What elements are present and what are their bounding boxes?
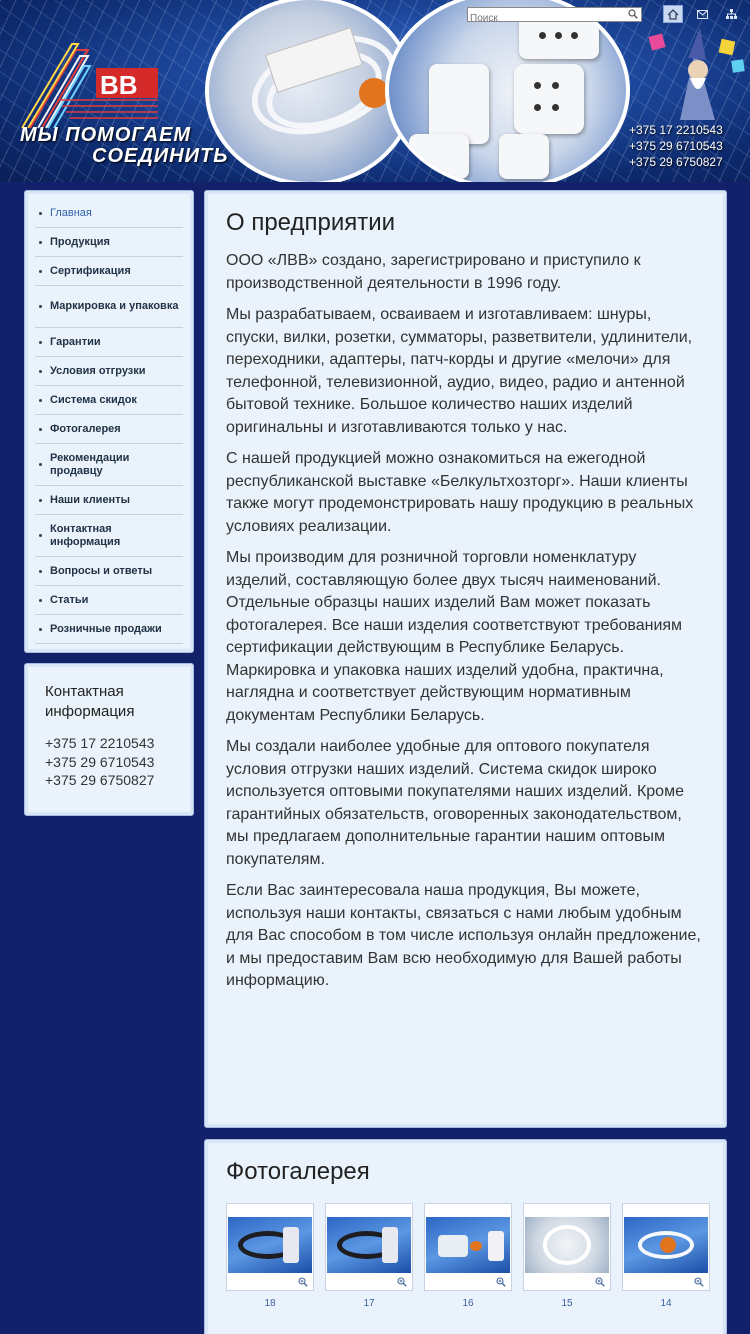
gallery-thumbnail[interactable] — [523, 1203, 611, 1291]
sidebar-item-label: Условия отгрузки — [50, 364, 146, 377]
sidebar-item[interactable] — [35, 257, 183, 286]
bullet-icon — [39, 428, 42, 431]
bullet-icon — [39, 305, 42, 308]
mail-icon[interactable] — [692, 5, 712, 23]
header-phone[interactable]: +375 29 6750827 — [629, 155, 723, 169]
contact-phone[interactable]: +375 17 2210543 — [45, 735, 155, 751]
banner-photo-sockets — [385, 0, 630, 182]
sidebar-item[interactable] — [35, 486, 183, 515]
sidebar-item[interactable] — [35, 444, 183, 486]
gallery-item-label[interactable]: 16 — [462, 1298, 474, 1309]
about-paragraph: С нашей продукцией можно ознакомиться на ежегодной республиканской выставке «Белкультхозторг». Наши клиенты также могут продемонстрировать нашу продукцию в реальных условиях реализации. — [226, 450, 694, 535]
gallery-item-label[interactable]: 15 — [561, 1298, 573, 1309]
slogan — [20, 124, 228, 168]
contact-phone[interactable]: +375 29 6710543 — [45, 753, 155, 770]
bullet-icon — [39, 341, 42, 344]
product-photo[interactable] — [228, 1217, 312, 1273]
search-box[interactable] — [467, 7, 642, 22]
gallery-item[interactable] — [325, 1203, 413, 1309]
bullet-icon — [39, 212, 42, 215]
gallery-item-label[interactable]: 14 — [660, 1298, 672, 1309]
zoom-icon[interactable] — [694, 1277, 704, 1287]
svg-text:ВВ: ВВ — [100, 70, 138, 100]
about-paragraph: Мы создали наиболее удобные для оптового покупателя условия отгрузки наших изделий. Система скидок широко используется оптовыми покупателями наших изделий. Кроме гарантийных обязательств, оговоренных законодательством, мы предлагаем дополнительные гарантии нашим оптовым покупателям. — [226, 738, 684, 868]
bullet-icon — [39, 463, 42, 466]
search-input[interactable] — [468, 12, 618, 25]
sidebar-item[interactable] — [35, 615, 183, 644]
slogan-line-1: МЫ ПОМОГАЕМ — [20, 124, 192, 146]
about-paragraph: Если Вас заинтересовала наша продукция, Вы можете, используя наши контакты, связаться с нами любым удобным для Вас способом в том числе используя онлайн предложение, и мы предоставим Вам всю необходимую для Вашей работы информацию. — [226, 882, 701, 989]
bullet-icon — [39, 399, 42, 402]
contact-info-panel — [24, 663, 194, 816]
home-icon[interactable] — [663, 5, 683, 23]
bullet-icon — [39, 534, 42, 537]
sidebar-item-label: Фотогалерея — [50, 422, 121, 435]
header-phones — [629, 122, 723, 170]
about-section — [204, 190, 727, 1128]
contact-info-title: Контактная информация — [45, 683, 135, 720]
bullet-icon — [39, 241, 42, 244]
gallery-item[interactable] — [622, 1203, 710, 1309]
bullet-icon — [39, 370, 42, 373]
company-logo[interactable] — [18, 40, 163, 130]
sidebar-item-label: Вопросы и ответы — [50, 564, 153, 577]
bullet-icon — [39, 599, 42, 602]
sidebar-item[interactable] — [35, 199, 183, 228]
gallery-title: Фотогалерея — [226, 1158, 370, 1185]
slogan-line-2: СОЕДИНИТЬ — [92, 145, 229, 167]
product-photo[interactable] — [624, 1217, 708, 1273]
gallery-thumbnail[interactable] — [325, 1203, 413, 1291]
about-paragraph: Мы производим для розничной торговли номенклатуру изделий, составляющую более двух тысяч наименований. Отдельные образцы наших изделий Вам может показать фотогалерея. Все наши изделия соответствуют требованиям сертификации действующим в Республике Беларусь. Маркировка и упаковка наших изделий удобна, практична, наглядна и соответствует действующим нормативным документам Республики Беларусь. — [226, 549, 683, 724]
sidebar-item-label: Система скидок — [50, 393, 137, 406]
page-title: О предприятии — [226, 209, 396, 236]
gallery-item-label[interactable]: 18 — [264, 1298, 276, 1309]
search-icon[interactable] — [628, 9, 638, 19]
sidebar-item-label: Контактная информация — [50, 522, 121, 548]
sidebar-item-label: Гарантии — [50, 335, 101, 348]
sidebar-item[interactable] — [35, 557, 183, 586]
gallery-item[interactable] — [226, 1203, 314, 1309]
photo-gallery-section — [204, 1139, 727, 1334]
sidebar-item[interactable] — [35, 286, 183, 328]
sidebar-item-label: Продукция — [50, 235, 110, 248]
sidebar-item[interactable] — [35, 415, 183, 444]
product-photo[interactable] — [327, 1217, 411, 1273]
sidebar-item-label: Наши клиенты — [50, 493, 130, 506]
mascot-wizard-illustration — [640, 20, 750, 120]
header-phone[interactable]: +375 29 6710543 — [629, 139, 723, 153]
about-paragraph: ООО «ЛВВ» создано, зарегистрировано и приступило к производственной деятельности в 1996 году. — [226, 252, 641, 292]
site-header — [0, 0, 750, 182]
banner-photo-cable — [205, 0, 415, 182]
sidebar-item[interactable] — [35, 357, 183, 386]
sidebar-item[interactable] — [35, 515, 183, 557]
sidebar-item-label: Сертификация — [50, 264, 131, 277]
sidebar-item[interactable] — [35, 328, 183, 357]
sidebar-item[interactable] — [35, 586, 183, 615]
sidebar-item[interactable] — [35, 386, 183, 415]
header-phone[interactable]: +375 17 2210543 — [629, 123, 723, 137]
zoom-icon[interactable] — [298, 1277, 308, 1287]
sidebar-item-label: Главная — [50, 206, 92, 219]
sidebar-item[interactable] — [35, 228, 183, 257]
header-icon-bar — [663, 5, 741, 23]
sidebar-item-label: Рекомендации продавцу — [50, 451, 130, 477]
zoom-icon[interactable] — [496, 1277, 506, 1287]
gallery-thumbnail[interactable] — [622, 1203, 710, 1291]
sidebar-item-label: Маркировка и упаковка — [50, 300, 179, 312]
contact-phone[interactable]: +375 29 6750827 — [45, 772, 155, 788]
sidebar-item-label: Розничные продажи — [50, 622, 162, 635]
gallery-thumbnails — [226, 1203, 705, 1309]
bullet-icon — [39, 499, 42, 502]
bullet-icon — [39, 270, 42, 273]
product-photo[interactable] — [525, 1217, 609, 1273]
gallery-thumbnail[interactable] — [424, 1203, 512, 1291]
bullet-icon — [39, 628, 42, 631]
sidebar-menu — [24, 190, 194, 653]
gallery-thumbnail[interactable] — [226, 1203, 314, 1291]
zoom-icon[interactable] — [595, 1277, 605, 1287]
gallery-item[interactable] — [424, 1203, 512, 1309]
sidebar-item-label: Статьи — [50, 593, 89, 606]
product-photo[interactable] — [426, 1217, 510, 1273]
menu-list — [35, 199, 183, 644]
bullet-icon — [39, 570, 42, 573]
zoom-icon[interactable] — [397, 1277, 407, 1287]
gallery-item-label[interactable]: 17 — [363, 1298, 375, 1309]
about-paragraph: Мы разрабатываем, осваиваем и изготавливаем: шнуры, спуски, вилки, розетки, сумматоры, разветвители, удлинители, переходники, адаптеры, патч-корды и другие «мелочи» для телефонной, телевизионной, аудио, видео, радио и антенной бытовой технике. Большое количество наших изделий оригинальны и изготавливаются только у нас. — [226, 306, 693, 436]
sitemap-icon[interactable] — [721, 5, 741, 23]
gallery-item[interactable] — [523, 1203, 611, 1309]
